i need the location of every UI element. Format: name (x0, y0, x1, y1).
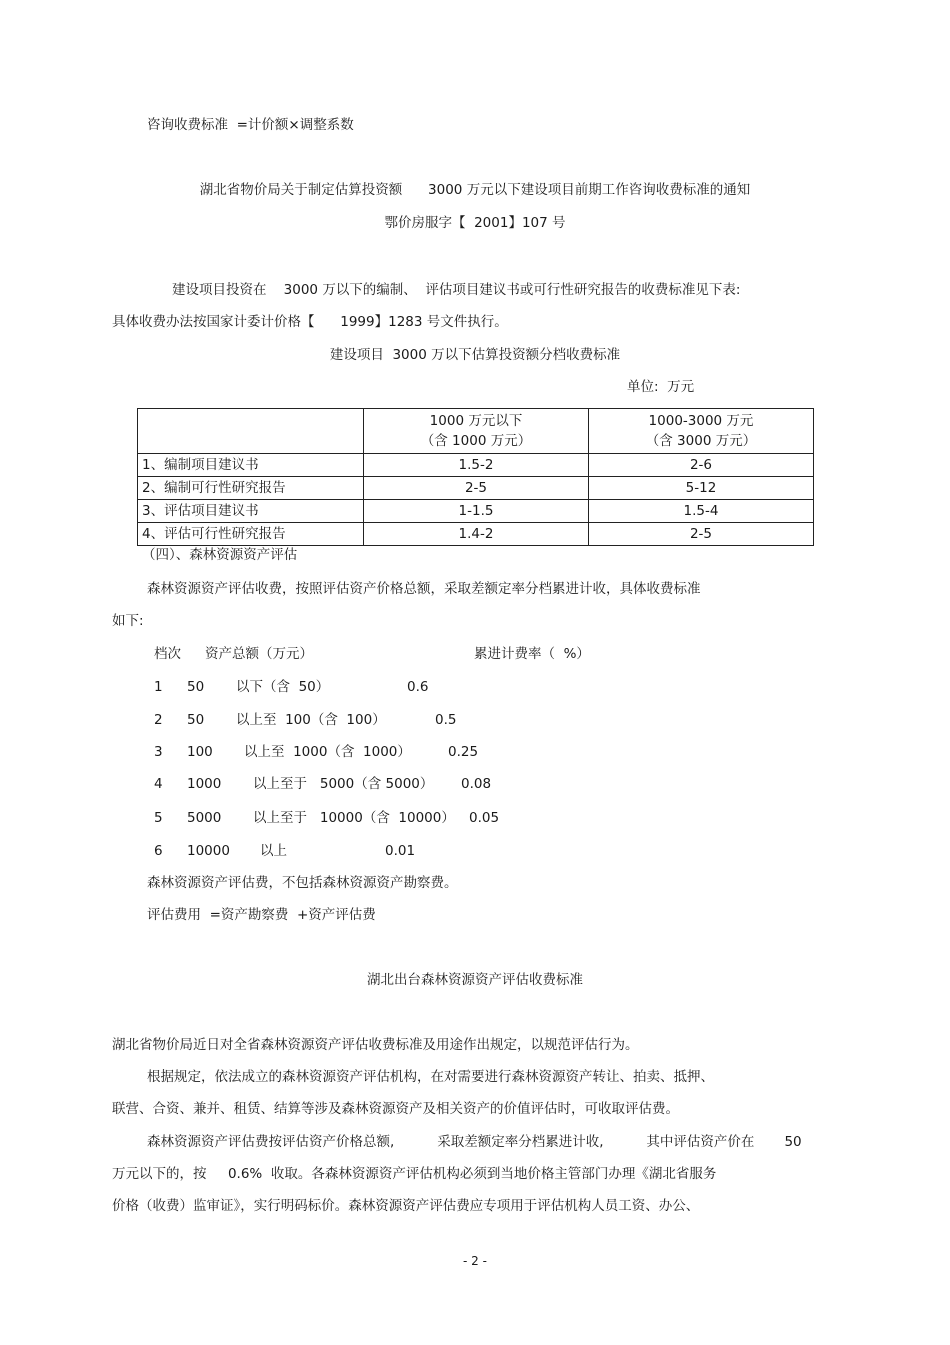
tier-amount: 10000 (187, 843, 230, 859)
notice-para1-line1: 建设项目投资在 3000 万以下的编制、 评估项目建议书或可行性研究报告的收费标准见下表: (172, 282, 741, 298)
hubei-p2-line2: 联营、合资、兼并、租赁、结算等涉及森林资源资产及相关资产的价值评估时，可收取评估费。 (112, 1101, 679, 1117)
hubei-p3-line1: 森林资源资产评估费按评估资产价格总额, 采取差额定率分档累进计收, 其中评估资产价在 50 (147, 1134, 802, 1150)
tier-header-amount: 资产总额（万元） (205, 646, 313, 662)
row-label: 1、编制项目建议书 (138, 454, 364, 477)
tier-rate: 0.5 (435, 712, 457, 728)
forest-note: 森林资源资产评估费，不包括森林资源资产勘察费。 (147, 875, 458, 891)
col2-header-line2: （含 1000 万元） (420, 433, 532, 449)
hubei-p2-line1: 根据规定，依法成立的森林资源资产评估机构，在对需要进行森林资源资产转让、拍卖、抵押、 (147, 1069, 714, 1085)
fee-table-header-col2 (364, 409, 589, 454)
tier-header-level: 档次 (154, 646, 181, 662)
table-title: 建设项目 3000 万以下估算投资额分档收费标准 (329, 347, 621, 363)
tier-rate: 0.05 (469, 810, 500, 826)
row-label: 3、评估项目建议书 (138, 500, 364, 523)
tier-no: 6 (154, 843, 163, 859)
hubei-p3-line2: 万元以下的，按 0.6% 收取。各森林资源资产评估机构必须到当地价格主管部门办理《湖北省服务 (112, 1166, 717, 1182)
tier-desc: 以上至 100（含 100） (236, 712, 386, 728)
forest-formula: 评估费用 =资产勘察费 +资产评估费 (147, 907, 376, 923)
tier-amount: 5000 (187, 810, 222, 826)
tier-desc: 以上至于 5000（含 5000） (253, 776, 434, 792)
row-label: 4、评估可行性研究报告 (138, 523, 364, 546)
notice-title: 湖北省物价局关于制定估算投资额 3000 万元以下建设项目前期工作咨询收费标准的通知 (199, 182, 751, 198)
tier-desc: 以上至于 10000（含 10000） (253, 810, 455, 826)
hubei-p3-line3: 价格（收费）监审证》，实行明码标价。森林资源资产评估费应专项用于评估机构人员工资、办公、 (112, 1198, 700, 1214)
table-row (138, 523, 814, 546)
col2-header-line1: 1000 万元以下 (429, 413, 523, 429)
tier-rate: 0.6 (407, 679, 429, 695)
page-number: - 2 - (463, 1254, 487, 1268)
hubei-p1: 湖北省物价局近日对全省森林资源资产评估收费标准及用途作出规定，以规范评估行为。 (112, 1037, 639, 1053)
tier-amount: 1000 (187, 776, 222, 792)
tier-no: 3 (154, 744, 163, 760)
tier-amount: 50 (187, 712, 205, 728)
row-value-under-1000: 1-1.5 (364, 500, 589, 523)
table-row (138, 477, 814, 500)
tier-header-rate: 累进计费率（ %） (474, 646, 590, 662)
forest-section-heading: （四）、森林资源资产评估 (142, 547, 298, 563)
hubei-title: 湖北出台森林资源资产评估收费标准 (367, 972, 583, 988)
forest-intro-line1: 森林资源资产评估收费，按照评估资产价格总额，采取差额定率分档累进计收，具体收费标准 (147, 581, 701, 597)
table-row (138, 500, 814, 523)
tier-no: 1 (154, 679, 163, 695)
notice-para1-line2: 具体收费办法按国家计委计价格【 1999】1283 号文件执行。 (112, 314, 508, 330)
row-value-1000-3000: 2-6 (589, 454, 814, 477)
tier-amount: 100 (187, 744, 213, 760)
row-value-under-1000: 1.5-2 (364, 454, 589, 477)
tier-rate: 0.01 (385, 843, 416, 859)
tier-rate: 0.25 (448, 744, 479, 760)
tier-rate: 0.08 (461, 776, 492, 792)
row-label: 2、编制可行性研究报告 (138, 477, 364, 500)
row-value-under-1000: 2-5 (364, 477, 589, 500)
tier-desc: 以上至 1000（含 1000） (244, 744, 411, 760)
row-value-1000-3000: 1.5-4 (589, 500, 814, 523)
tier-desc: 以下（含 50） (236, 679, 330, 695)
row-value-1000-3000: 2-5 (589, 523, 814, 546)
notice-doc-number: 鄂价房服字【 2001】107 号 (384, 215, 566, 231)
row-value-1000-3000: 5-12 (589, 477, 814, 500)
table-unit: 单位: 万元 (627, 379, 695, 395)
fee-table (137, 408, 814, 546)
col3-header-line1: 1000-3000 万元 (648, 413, 754, 429)
tier-desc: 以上 (260, 843, 287, 859)
tier-amount: 50 (187, 679, 205, 695)
col3-header-line2: （含 3000 万元） (645, 433, 757, 449)
tier-no: 4 (154, 776, 163, 792)
formula-top: 咨询收费标准 =计价额×调整系数 (147, 117, 354, 133)
tier-no: 2 (154, 712, 163, 728)
tier-no: 5 (154, 810, 163, 826)
table-row (138, 454, 814, 477)
forest-intro-line2: 如下: (112, 613, 144, 629)
row-value-under-1000: 1.4-2 (364, 523, 589, 546)
fee-table-header-row (138, 409, 814, 454)
fee-table-header-empty (138, 409, 364, 454)
fee-table-header-col3 (589, 409, 814, 454)
